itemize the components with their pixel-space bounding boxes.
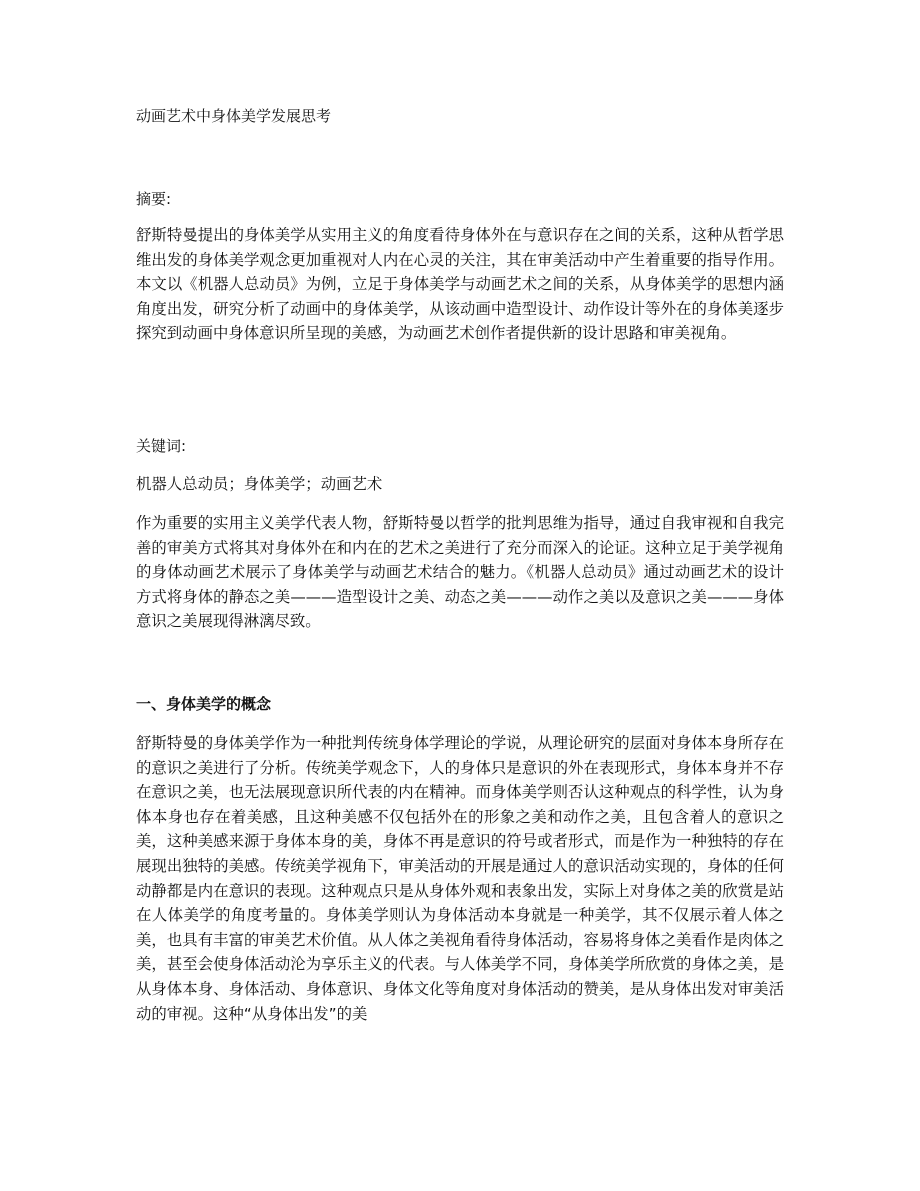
intro-paragraph: 作为重要的实用主义美学代表人物，舒斯特曼以哲学的批判思维为指导，通过自我审视和自我完善的审美方式将其对身体外在和内在的艺术之美进行了充分而深入的论证。这种立足于美学视角的身体动画艺术展示了身体美学与动画艺术结合的魅力。《机器人总动员》通过动画艺术的设计方式将身体的静态之美———造型设计之美、动态之美———动作之美以及意识之美———身体意识之美展现得淋漓尽致。 — [136, 514, 784, 631]
section-heading: 一、身体美学的概念 — [136, 695, 272, 713]
keywords-list: 机器人总动员；身体美学；动画艺术 — [136, 475, 383, 493]
abstract-paragraph: 舒斯特曼提出的身体美学从实用主义的角度看待身体外在与意识存在之间的关系，这种从哲学思维出发的身体美学观念更加重视对人内在心灵的关注，其在审美活动中产生着重要的指导作用。本文以《机器人总动员》为例，立足于身体美学与动画艺术之间的关系，从身体美学的思想内涵角度出发，研究分析了动画中的身体美学，从该动画中造型设计、动作设计等外在的身体美逐步探究到动画中身体意识所呈现的美感，为动画艺术创作者提供新的设计思路和审美视角。 — [136, 226, 784, 343]
keywords-label: 关键词: — [136, 437, 187, 455]
section-paragraph: 舒斯特曼的身体美学作为一种批判传统身体学理论的学说，从理论研究的层面对身体本身所存在的意识之美进行了分析。传统美学观念下，人的身体只是意识的外在表现形式，身体本身并不存在意识之美，也无法展现意识所代表的内在精神。而身体美学则否认这种观点的科学性，认为身体本身也存在着美感，且这种美感不仅包括外在的形象之美和动作之美，且包含着人的意识之美，这种美感来源于身体本身的美，身体不再是意识的符号或者形式，而是作为一种独特的存在展现出独特的美感。传统美学视角下，审美活动的开展是通过人的意识活动实现的，身体的任何动静都是内在意识的表现。这种观点只是从身体外观和表象出发，实际上对身体之美的欣赏是站在人体美学的角度考量的。身体美学则认为身体活动本身就是一种美学，其不仅展示着人体之美，也具有丰富的审美艺术价值。从人体之美视角看待身体活动，容易将身体之美看作是肉体之美，甚至会使身体活动沦为享乐主义的代表。与人体美学不同，身体美学所欣赏的身体之美，是从身体本身、身体活动、身体意识、身体文化等角度对身体活动的赞美，是从身体出发对审美活动的审视。这种“从身体出发”的美 — [136, 734, 784, 1023]
abstract-label: 摘要: — [136, 190, 172, 208]
document-title: 动画艺术中身体美学发展思考 — [136, 107, 332, 125]
